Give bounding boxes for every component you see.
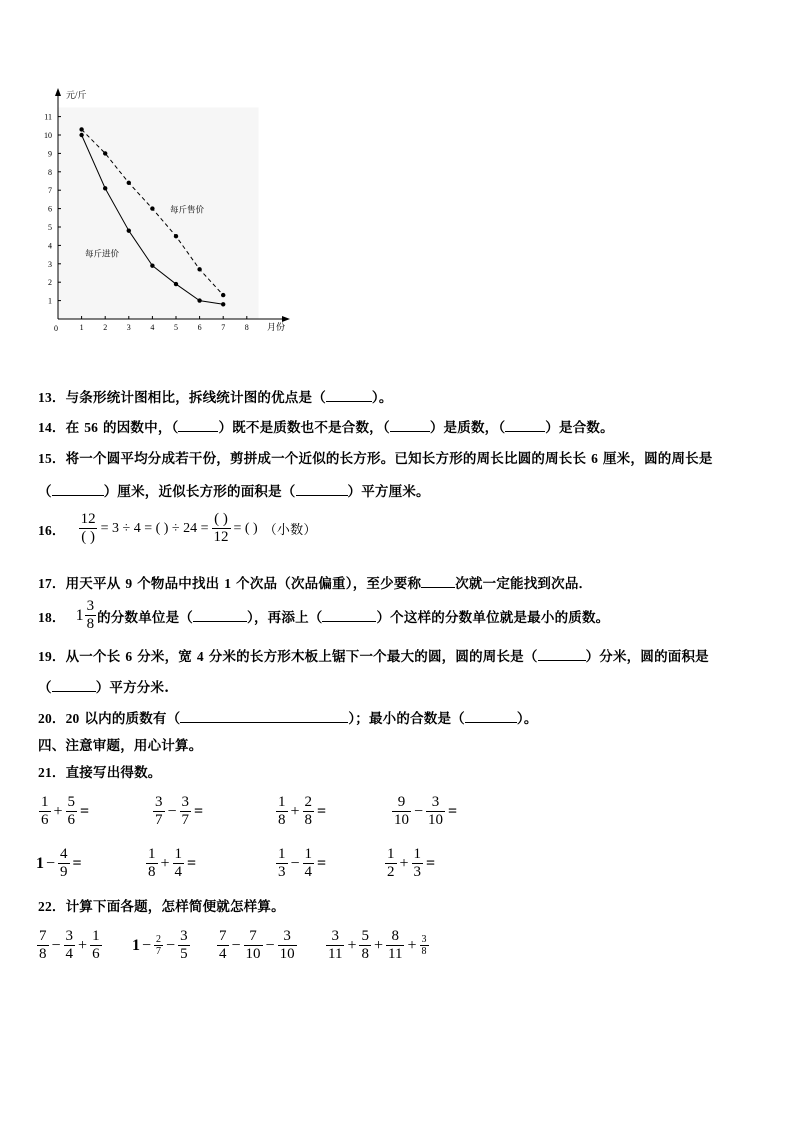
y-tick-label: 1 [48, 296, 52, 306]
question-number: 13． [38, 390, 66, 405]
question-text: 个次品（次品偏重），至少要称 [236, 576, 422, 592]
question-text: 分米的长方形木板上锯下一个最大的圆，圆的周长是（ [208, 649, 538, 665]
operator: + [160, 854, 170, 872]
x-tick-label: 6 [197, 323, 202, 332]
numerator: 4 [60, 846, 68, 862]
question-text: ）；最小的合数是（ [348, 711, 465, 727]
operator: = [187, 854, 197, 872]
data-point [127, 181, 131, 185]
operator: = [194, 802, 204, 820]
y-axis-label: 元/斤 [66, 90, 87, 100]
question-text: ）个这样的分数单位就是最小的质数。 [376, 609, 610, 626]
numerator: 2 [156, 934, 162, 945]
question-number-value: 20 [65, 711, 80, 726]
fraction [278, 928, 297, 963]
fraction [426, 794, 445, 829]
numerator: 1 [148, 846, 156, 862]
fraction [212, 511, 231, 546]
answer-blank[interactable] [322, 608, 376, 622]
series-label: 每斤售价 [170, 204, 205, 215]
expression [145, 846, 198, 881]
denominator: 3 [278, 864, 286, 880]
fraction [385, 846, 397, 881]
denominator: 10 [245, 946, 261, 962]
question-text: 的因数中，（ [103, 420, 179, 436]
denominator: 8 [421, 946, 427, 957]
fraction [412, 846, 424, 881]
whole-number: 1 [36, 854, 44, 872]
numerator: 3 [431, 794, 440, 810]
fraction [244, 928, 263, 963]
numerator: 3 [155, 794, 163, 810]
question-text: ）平方分米. [95, 680, 170, 696]
denominator: 3 [413, 864, 422, 880]
y-tick-label: 3 [48, 259, 52, 269]
data-point [221, 302, 225, 306]
numerator-blank[interactable]: ( ) [214, 511, 228, 527]
price-line-chart [30, 80, 300, 345]
question-text: 与条形统计图相比，拆线统计图的优点是（ [65, 390, 326, 406]
operator: = [317, 854, 327, 872]
operator: + [78, 936, 88, 954]
expression [36, 928, 103, 963]
denominator: 4 [174, 864, 183, 880]
question-text: ）平方厘米。 [347, 484, 430, 500]
expression [384, 846, 437, 881]
question-number: 19． [38, 649, 66, 664]
data-point [150, 206, 154, 210]
denominator: 12 [213, 529, 229, 545]
fraction [359, 928, 371, 963]
denominator: 8 [86, 616, 95, 632]
y-tick-label: 7 [48, 186, 52, 196]
operator: = [426, 854, 436, 872]
fraction [66, 794, 78, 829]
denominator: 2 [387, 864, 395, 880]
answer-blank[interactable] [421, 574, 455, 588]
y-axis-arrow [55, 88, 61, 96]
answer-blank[interactable] [52, 678, 96, 692]
question-text: 在 [65, 420, 80, 436]
question-text: ）既不是质数也不是合数，（ [218, 420, 390, 436]
x-tick-label: 2 [103, 323, 108, 332]
numerator: 3 [181, 794, 190, 810]
x-tick-label: 4 [150, 323, 155, 332]
operator: + [399, 854, 409, 872]
numerator: 5 [361, 928, 369, 944]
numerator: 1 [304, 846, 313, 862]
question-16 [38, 511, 317, 546]
question-number-value: 4 [196, 649, 204, 664]
denominator: 6 [92, 946, 100, 962]
denominator: 6 [41, 812, 49, 828]
question-text: ），再添上（ [247, 609, 323, 626]
question-text: 分米，宽 [137, 649, 192, 665]
fraction [386, 928, 404, 963]
denominator: 8 [361, 946, 369, 962]
question-text: ）。 [371, 390, 393, 406]
denominator: 8 [278, 812, 286, 828]
denominator: 8 [304, 812, 313, 828]
question-number: 21． [38, 765, 66, 780]
question-17 [38, 572, 592, 592]
expression [152, 794, 205, 829]
numerator: 5 [67, 794, 76, 810]
numerator: 1 [278, 794, 286, 810]
denominator: 4 [65, 946, 74, 962]
fraction [180, 794, 192, 829]
y-tick-label: 5 [48, 223, 52, 232]
numerator: 1 [278, 846, 286, 862]
denominator: 11 [328, 946, 343, 962]
expression [36, 846, 84, 881]
series-label: 每斤进价 [85, 248, 120, 259]
answer-blank[interactable] [505, 418, 545, 432]
origin-label: 0 [54, 324, 58, 333]
denominator: 7 [155, 812, 163, 828]
fraction [79, 511, 98, 546]
operator: + [347, 936, 357, 954]
question-number: 16． [38, 522, 66, 538]
question-number: 17． [38, 576, 66, 591]
operator: − [51, 936, 61, 954]
y-tick-label: 10 [44, 131, 52, 140]
question-text: ）是质数，（ [429, 420, 506, 436]
fraction [90, 928, 102, 963]
numerator: 3 [86, 598, 95, 614]
answer-blank[interactable] [193, 608, 247, 622]
numerator: 3 [421, 934, 427, 945]
question-text: ）分米，圆的面积是 [585, 649, 709, 665]
answer-blank[interactable] [180, 709, 348, 723]
operator: + [53, 802, 63, 820]
numerator: 1 [413, 846, 422, 862]
question-number-value: 6 [591, 451, 599, 466]
denominator: 10 [279, 946, 295, 962]
fraction [173, 846, 185, 881]
question-text: （ [38, 680, 52, 696]
question-text: 直接写出得数。 [65, 765, 162, 781]
fraction [276, 846, 288, 881]
answer-blank[interactable] [52, 482, 104, 496]
question-text: 用天平从 [65, 576, 121, 592]
numerator: 1 [174, 846, 183, 862]
y-tick-label: 8 [48, 167, 52, 177]
data-point [103, 151, 107, 155]
fraction [276, 794, 288, 829]
question-19-line-2 [38, 676, 169, 696]
question-text: 从一个长 [65, 649, 121, 665]
numerator: 7 [39, 928, 47, 944]
data-point [79, 127, 83, 131]
denominator: 4 [304, 864, 313, 880]
data-point [221, 293, 225, 297]
question-15-line-2 [38, 480, 430, 500]
denominator: 6 [67, 812, 76, 828]
operator: = [317, 802, 327, 820]
answer-blank[interactable] [538, 647, 586, 661]
question-number: 22． [38, 899, 66, 914]
fraction [303, 846, 315, 881]
plot-area [58, 107, 259, 319]
expression [216, 928, 298, 963]
y-tick-label: 6 [48, 204, 52, 214]
question-number-value: 6 [125, 649, 133, 664]
y-tick-label: 11 [44, 112, 52, 122]
numerator: 3 [283, 928, 291, 944]
question-text: 计算下面各题，怎样简便就怎样算。 [65, 899, 285, 915]
section-heading: 四、注意审题，用心计算。 [38, 738, 203, 754]
question-15-line-1 [38, 447, 713, 467]
answer-blank[interactable] [296, 482, 348, 496]
x-tick-label: 7 [221, 323, 226, 332]
data-point [127, 228, 131, 232]
fraction [420, 934, 429, 957]
denominator-blank[interactable]: ( ) [81, 529, 95, 545]
operator: = [72, 854, 82, 872]
y-tick-label: 2 [48, 278, 52, 288]
question-22 [38, 895, 285, 915]
x-tick-label: 3 [126, 323, 131, 332]
expression [325, 928, 430, 963]
numerator: 3 [65, 928, 74, 944]
answer-blank[interactable] [326, 388, 372, 402]
question-20 [38, 707, 538, 727]
numerator: 1 [387, 846, 395, 862]
mixed-number-whole: 1 [75, 606, 84, 624]
y-tick-label: 9 [48, 149, 52, 159]
whole-number: 1 [132, 936, 140, 954]
fraction [303, 794, 315, 829]
fraction [64, 928, 76, 963]
data-point [174, 282, 178, 286]
denominator: 5 [180, 946, 188, 962]
numerator: 3 [180, 928, 188, 944]
question-number: 14． [38, 420, 66, 435]
denominator: 7 [156, 946, 162, 957]
question-number-value: 1 [224, 576, 232, 591]
fraction [217, 928, 229, 963]
numerator: 1 [92, 928, 100, 944]
question-text: 以内的质数有（ [84, 711, 181, 727]
operator: = [80, 802, 90, 820]
fraction [37, 928, 49, 963]
question-text: 厘米，圆的周长是 [602, 451, 713, 467]
expression [275, 794, 328, 829]
y-tick-label: 4 [48, 241, 52, 251]
fraction [178, 928, 190, 963]
data-point [150, 263, 154, 267]
numerator: 12 [80, 511, 96, 527]
denominator: 8 [39, 946, 47, 962]
operator: = [448, 802, 458, 820]
fraction [326, 928, 344, 963]
operator: − [46, 854, 56, 872]
question-text: ）。 [516, 711, 538, 727]
numerator: 7 [249, 928, 257, 944]
numerator: 3 [331, 928, 339, 944]
operator: − [414, 802, 424, 820]
expression [391, 794, 459, 829]
question-number: 15． [38, 451, 66, 466]
numerator: 7 [219, 928, 227, 944]
question-number-value: 56 [84, 420, 99, 435]
data-point [197, 298, 201, 302]
question-text: ）厘米，近似长方形的面积是（ [103, 484, 296, 500]
denominator: 10 [428, 812, 444, 828]
equation-text: = 3 ÷ 4 = ( ) ÷ 24 = [100, 520, 209, 536]
fraction [153, 794, 165, 829]
denominator: 4 [219, 946, 227, 962]
question-text: 个物品中找出 [137, 576, 220, 592]
data-point [197, 267, 201, 271]
operator: − [231, 936, 241, 954]
operator: + [290, 802, 300, 820]
data-point [174, 234, 178, 238]
x-tick-label: 1 [79, 323, 84, 332]
question-number: 18． [38, 609, 66, 625]
fraction [154, 934, 163, 957]
question-19-line-1 [38, 645, 709, 665]
fraction [85, 598, 97, 633]
operator: − [167, 802, 177, 820]
expression [275, 846, 328, 881]
expression [132, 928, 191, 963]
numerator: 2 [304, 794, 313, 810]
answer-blank[interactable] [465, 709, 517, 723]
question-note: （小数） [263, 523, 317, 538]
equation-text: = ( ) [233, 520, 258, 536]
data-point [79, 133, 83, 137]
denominator: 8 [148, 864, 156, 880]
question-text: 将一个圆平均分成若干份，剪拼成一个近似的长方形。已知长方形的周长比圆的周长长 [65, 451, 587, 467]
answer-blank[interactable] [390, 418, 430, 432]
x-tick-label: 5 [174, 323, 178, 332]
fraction [392, 794, 411, 829]
denominator: 10 [394, 812, 409, 828]
x-tick-label: 8 [244, 323, 249, 332]
numerator: 9 [397, 794, 406, 810]
data-point [103, 186, 107, 190]
question-number-value: 9 [125, 576, 133, 591]
question-13 [38, 386, 393, 406]
fraction [39, 794, 51, 829]
operator: − [166, 936, 176, 954]
question-18 [38, 598, 609, 633]
answer-blank[interactable] [178, 418, 218, 432]
denominator: 11 [388, 946, 403, 962]
question-number: 20． [38, 711, 66, 726]
fraction [146, 846, 158, 881]
question-text: ）是合数。 [545, 420, 614, 436]
x-axis-label: 月份 [267, 322, 286, 332]
operator: + [407, 936, 417, 954]
operator: − [265, 936, 275, 954]
numerator: 8 [391, 928, 399, 944]
question-14 [38, 416, 614, 436]
operator: − [142, 936, 152, 954]
numerator: 1 [41, 794, 49, 810]
denominator: 9 [60, 864, 68, 880]
fraction [58, 846, 70, 881]
expression [38, 794, 91, 829]
question-text: 的分数单位是（ [97, 609, 194, 626]
denominator: 7 [181, 812, 190, 828]
question-21 [38, 761, 162, 781]
operator: + [373, 936, 384, 954]
question-text: 次就一定能找到次品． [455, 576, 593, 592]
operator: − [290, 854, 300, 872]
question-text: （ [38, 484, 52, 500]
